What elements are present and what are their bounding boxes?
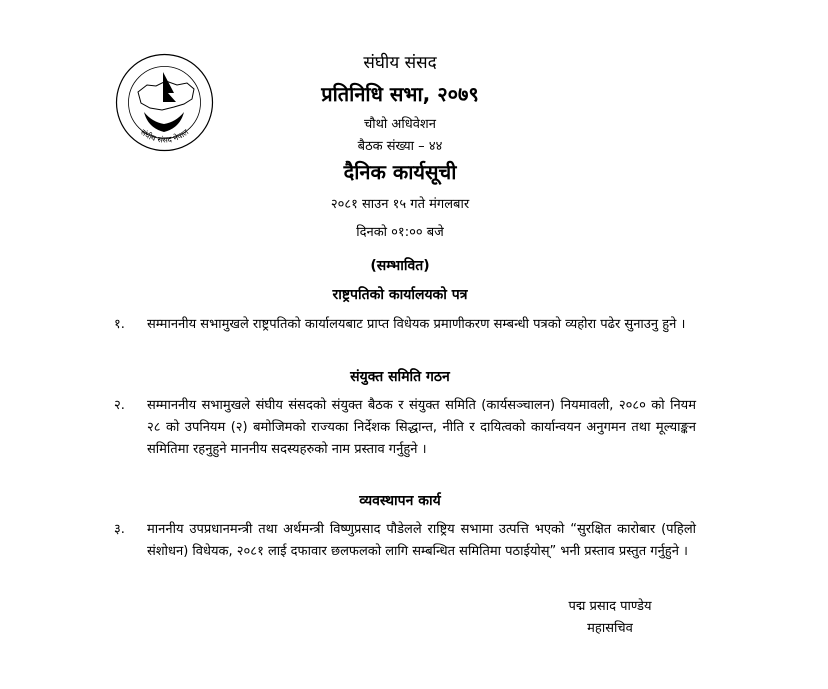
item-text: सम्माननीय सभामुखले संघीय संसदको संयुक्त बैठक र संयुक्त समिति (कार्यसञ्चालन) नियमावली, २०८० को नियम २८ को उपनियम (२) बमोजिमको राज्यका निर्देशक सिद्धान्त, नीति र दायित्वको कार्यान्वयन अनुगमन तथा मूल्याङ्कन समितिमा रहनुहुने माननीय सदस्यहरुको नाम प्रस्ताव गर्नुहुने । (147, 398, 696, 457)
item-number: २. (114, 398, 125, 413)
signatory-name: पद्म प्रसाद पाण्डेय (568, 599, 652, 614)
item-number: ३. (114, 522, 125, 537)
meeting-number: बैठक संख्या – ४४ (357, 139, 443, 154)
meeting-date: २०८१ साउन १५ गते मंगलबार (330, 197, 470, 212)
item-number: १. (114, 317, 125, 332)
section-heading: संयुक्त समिति गठन (350, 369, 450, 385)
institution-name: संघीय संसद (363, 53, 437, 73)
house-title: प्रतिनिधि सभा, २०७९ (321, 82, 479, 106)
section-heading: राष्ट्रपतिको कार्यालयको पत्र (332, 287, 468, 303)
section-heading: व्यवस्थापन कार्य (359, 493, 441, 509)
status-label: (सम्भावित) (370, 258, 430, 274)
signatory-title: महासचिव (587, 621, 633, 636)
meeting-time: दिनको ०१:०० बजे (356, 225, 444, 240)
session-label: चौथो अधिवेशन (363, 117, 436, 132)
item-text: सम्माननीय सभामुखले राष्ट्रपतिको कार्यालयबाट प्राप्त विधेयक प्रमाणीकरण सम्बन्धी पत्रको व्यहोरा पढेर सुनाउनु हुने । (147, 317, 686, 332)
emblem-text: संघीय संसद नेपाल (138, 127, 191, 145)
document-title: दैनिक कार्यसूची (343, 160, 457, 184)
item-text: माननीय उपप्रधानमन्त्री तथा अर्थमन्त्री विष्णुप्रसाद पौडेलले राष्ट्रिय सभामा उत्पत्ति भएको “सुरक्षित कारोबार (पहिलो संशोधन) विधेयक, २०८१ लाई दफावार छलफलको लागि सम्बन्धित समितिमा पठाईयोस्” भनी प्रस्ताव प्रस्तुत गर्नुहुने । (147, 522, 696, 559)
